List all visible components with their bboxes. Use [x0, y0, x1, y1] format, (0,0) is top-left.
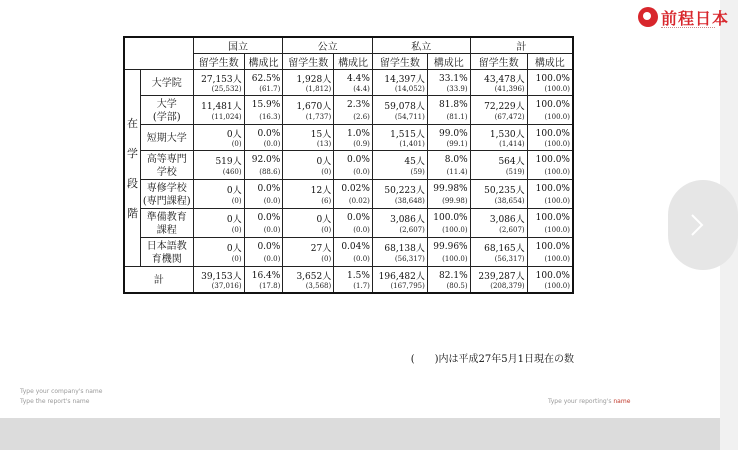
total-prev-cell: (37,016) — [193, 282, 244, 293]
chevron-right-icon — [690, 213, 704, 237]
group-label-char: 階 — [127, 207, 138, 220]
group-label-char: 学 — [127, 147, 138, 160]
total-row — [124, 267, 573, 283]
table-row — [124, 238, 573, 255]
value-cell: 92.0% — [244, 151, 283, 168]
value-cell: 0人 — [193, 209, 244, 226]
total-value-cell: 1.5% — [334, 267, 373, 283]
footer-company: Type your company's name — [20, 388, 103, 395]
prev-value-cell: (41,396) — [470, 85, 527, 96]
prev-value-cell: (38,654) — [470, 197, 527, 209]
logo-text: 前程日本 — [661, 9, 730, 28]
table-row — [124, 180, 573, 197]
value-cell: 1.0% — [334, 125, 373, 141]
value-cell: 27人 — [283, 238, 334, 255]
value-cell: 2.3% — [334, 96, 373, 113]
value-cell: 3,086人 — [470, 209, 527, 226]
total-prev-cell: (167,795) — [372, 282, 427, 293]
prev-value-cell: (13) — [283, 140, 334, 151]
value-cell: 1,515人 — [372, 125, 427, 141]
row-header: 大学院 — [140, 70, 193, 96]
prev-value-cell: (0) — [283, 255, 334, 267]
row-header: 専修学校 (専門課程) — [140, 180, 193, 209]
total-label: 計 — [124, 267, 193, 294]
prev-value-cell: (100.0) — [527, 85, 573, 96]
prev-value-cell: (25,532) — [193, 85, 244, 96]
value-cell: 50,235人 — [470, 180, 527, 197]
prev-value-cell: (0.02) — [334, 197, 373, 209]
total-value-cell: 239,287人 — [470, 267, 527, 283]
value-cell: 100.0% — [527, 96, 573, 113]
total-value-cell: 16.4% — [244, 267, 283, 283]
value-cell: 0.0% — [244, 209, 283, 226]
value-cell: 0人 — [283, 209, 334, 226]
group-label-char: 在 — [127, 117, 138, 130]
value-cell: 100.0% — [527, 70, 573, 86]
prev-value-cell: (0) — [193, 226, 244, 238]
group-label-cell — [124, 70, 140, 267]
statistics-table-panel — [121, 34, 582, 368]
prev-value-cell: (100.0) — [427, 255, 470, 267]
value-cell: 100.0% — [427, 209, 470, 226]
prev-value-cell: (88.6) — [244, 168, 283, 180]
table-row — [124, 70, 573, 86]
value-cell: 72,229人 — [470, 96, 527, 113]
prev-value-cell: (56,317) — [372, 255, 427, 267]
row-header: 大学 (学部) — [140, 96, 193, 125]
value-cell: 8.0% — [427, 151, 470, 168]
total-prev-cell: (100.0) — [527, 282, 573, 293]
prev-value-cell: (0.0) — [334, 255, 373, 267]
prev-value-cell: (1,401) — [372, 140, 427, 151]
value-cell: 1,530人 — [470, 125, 527, 141]
prev-value-cell: (100.0) — [527, 168, 573, 180]
brand-logo — [638, 4, 730, 38]
value-cell: 99.0% — [427, 125, 470, 141]
prev-value-cell: (14,052) — [372, 85, 427, 96]
value-cell: 0人 — [193, 238, 244, 255]
prev-value-cell: (460) — [193, 168, 244, 180]
value-cell: 0.0% — [334, 209, 373, 226]
value-cell: 14,397人 — [372, 70, 427, 86]
sub-header-count: 留学生数 — [470, 54, 527, 70]
prev-value-cell: (0) — [283, 168, 334, 180]
value-cell: 0人 — [193, 125, 244, 141]
value-cell: 100.0% — [527, 125, 573, 141]
value-cell: 0.0% — [244, 125, 283, 141]
value-cell: 519人 — [193, 151, 244, 168]
sub-header-ratio: 構成比 — [427, 54, 470, 70]
prev-value-cell: (100.0) — [527, 255, 573, 267]
sub-header-count: 留学生数 — [283, 54, 334, 70]
sub-header-ratio: 構成比 — [334, 54, 373, 70]
prev-value-cell: (0.0) — [334, 168, 373, 180]
value-cell: 68,165人 — [470, 238, 527, 255]
prev-value-cell: (67,472) — [470, 113, 527, 125]
total-value-cell: 100.0% — [527, 267, 573, 283]
value-cell: 0人 — [193, 180, 244, 197]
footer-reporting-suffix: name — [613, 398, 631, 405]
sub-header-ratio: 構成比 — [244, 54, 283, 70]
value-cell: 59,078人 — [372, 96, 427, 113]
prev-value-cell: (99.1) — [427, 140, 470, 151]
prev-value-cell: (0.0) — [244, 255, 283, 267]
value-cell: 12人 — [283, 180, 334, 197]
sub-header-ratio: 構成比 — [527, 54, 573, 70]
total-prev-cell: (80.5) — [427, 282, 470, 293]
value-cell: 100.0% — [527, 209, 573, 226]
prev-value-cell: (61.7) — [244, 85, 283, 96]
table-row — [124, 151, 573, 168]
prev-value-cell: (0) — [193, 255, 244, 267]
prev-value-cell: (0.9) — [334, 140, 373, 151]
value-cell: 43,478人 — [470, 70, 527, 86]
value-cell: 100.0% — [527, 238, 573, 255]
value-cell: 100.0% — [527, 151, 573, 168]
value-cell: 15人 — [283, 125, 334, 141]
value-cell: 1,670人 — [283, 96, 334, 113]
logo-mark-icon — [638, 7, 658, 27]
value-cell: 62.5% — [244, 70, 283, 86]
prev-value-cell: (54,711) — [372, 113, 427, 125]
table-footnote: ( )内は平成27年5月1日現在の数 — [410, 354, 574, 365]
prev-value-cell: (81.1) — [427, 113, 470, 125]
col-group-public: 公立 — [283, 37, 373, 54]
prev-value-cell: (56,317) — [470, 255, 527, 267]
prev-value-cell: (11,024) — [193, 113, 244, 125]
total-value-cell: 39,153人 — [193, 267, 244, 283]
col-group-private: 私立 — [372, 37, 470, 54]
row-header: 準備教育 課程 — [140, 209, 193, 238]
value-cell: 11,481人 — [193, 96, 244, 113]
total-prev-cell: (1.7) — [334, 282, 373, 293]
row-header: 日本語教 育機関 — [140, 238, 193, 267]
corner-cell — [124, 37, 193, 70]
value-cell: 99.98% — [427, 180, 470, 197]
total-value-cell: 3,652人 — [283, 267, 334, 283]
value-cell: 4.4% — [334, 70, 373, 86]
value-cell: 0人 — [283, 151, 334, 168]
prev-value-cell: (0.0) — [244, 197, 283, 209]
prev-value-cell: (16.3) — [244, 113, 283, 125]
value-cell: 0.02% — [334, 180, 373, 197]
footer-reporting-prefix: Type your reporting's — [548, 398, 614, 405]
prev-value-cell: (1,737) — [283, 113, 334, 125]
total-prev-cell: (3,568) — [283, 282, 334, 293]
footer-report: Type the report's name — [20, 398, 90, 405]
total-prev-cell: (208,379) — [470, 282, 527, 293]
prev-value-cell: (2.6) — [334, 113, 373, 125]
prev-value-cell: (59) — [372, 168, 427, 180]
prev-value-cell: (0.0) — [244, 140, 283, 151]
col-group-total: 計 — [470, 37, 573, 54]
total-prev-cell: (17.8) — [244, 282, 283, 293]
prev-value-cell: (100.0) — [427, 226, 470, 238]
prev-value-cell: (99.98) — [427, 197, 470, 209]
prev-value-cell: (1,812) — [283, 85, 334, 96]
prev-value-cell: (0.0) — [244, 226, 283, 238]
row-header: 高等専門 学校 — [140, 151, 193, 180]
value-cell: 0.0% — [244, 238, 283, 255]
total-value-cell: 196,482人 — [372, 267, 427, 283]
col-group-national: 国立 — [193, 37, 283, 54]
total-value-cell: 82.1% — [427, 267, 470, 283]
prev-value-cell: (33.9) — [427, 85, 470, 96]
logo-subline — [661, 27, 715, 33]
table-row — [124, 125, 573, 141]
prev-value-cell: (0) — [193, 197, 244, 209]
sub-header-count: 留学生数 — [372, 54, 427, 70]
value-cell: 45人 — [372, 151, 427, 168]
footer-reporting — [548, 398, 630, 405]
table-row — [124, 96, 573, 113]
value-cell: 15.9% — [244, 96, 283, 113]
prev-value-cell: (0) — [193, 140, 244, 151]
prev-value-cell: (100.0) — [527, 140, 573, 151]
student-statistics-table — [123, 36, 574, 294]
prev-value-cell: (2,607) — [470, 226, 527, 238]
value-cell: 0.04% — [334, 238, 373, 255]
prev-value-cell: (0.0) — [334, 226, 373, 238]
next-slide-button[interactable] — [668, 180, 738, 270]
value-cell: 3,086人 — [372, 209, 427, 226]
value-cell: 564人 — [470, 151, 527, 168]
value-cell: 100.0% — [527, 180, 573, 197]
value-cell: 50,223人 — [372, 180, 427, 197]
value-cell: 99.96% — [427, 238, 470, 255]
value-cell: 33.1% — [427, 70, 470, 86]
value-cell: 81.8% — [427, 96, 470, 113]
value-cell: 0.0% — [244, 180, 283, 197]
prev-value-cell: (6) — [283, 197, 334, 209]
value-cell: 27,153人 — [193, 70, 244, 86]
row-header: 短期大学 — [140, 125, 193, 151]
prev-value-cell: (11.4) — [427, 168, 470, 180]
prev-value-cell: (38,648) — [372, 197, 427, 209]
prev-value-cell: (0) — [283, 226, 334, 238]
prev-value-cell: (2,607) — [372, 226, 427, 238]
value-cell: 68,138人 — [372, 238, 427, 255]
prev-value-cell: (100.0) — [527, 226, 573, 238]
sub-header-count: 留学生数 — [193, 54, 244, 70]
prev-value-cell: (100.0) — [527, 197, 573, 209]
value-cell: 0.0% — [334, 151, 373, 168]
prev-value-cell: (519) — [470, 168, 527, 180]
prev-value-cell: (4.4) — [334, 85, 373, 96]
prev-value-cell: (1,414) — [470, 140, 527, 151]
table-row — [124, 209, 573, 226]
prev-value-cell: (100.0) — [527, 113, 573, 125]
group-label-char: 段 — [127, 177, 138, 190]
value-cell: 1,928人 — [283, 70, 334, 86]
bottom-band — [0, 418, 720, 450]
